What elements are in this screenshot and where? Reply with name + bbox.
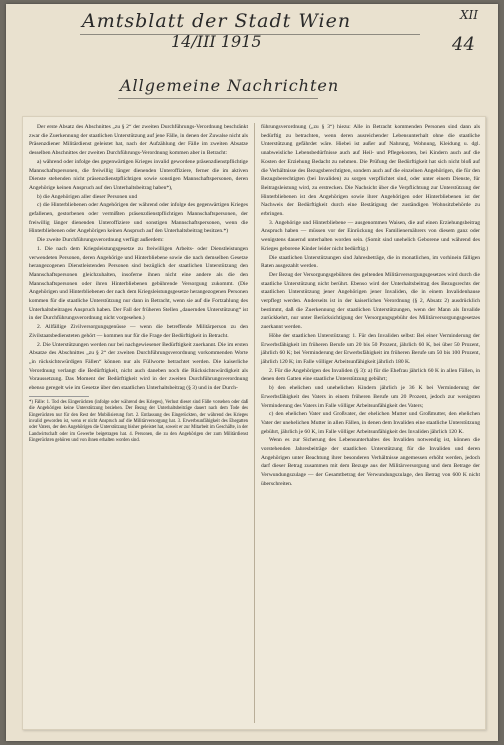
paragraph: Der Bezug der Versorgungsgebühren des geltenden Militärversorgungsgesetzes wird durch die staatliche Unterstützung nicht berührt. Ebenso wird der Unterhaltsbeitrag des Bezugsrechts der staatlichen Unterstützung jener Angehörigen jener Invaliden, die in einem Invalidenhause verpflegt werden. Anderseits ist in der kaiserlichen Verordnung (§ 2, Absatz 2) ausdrücklich bestimmt, daß die Zuerkennung der staatlichen Unterstützungen, wenn der Mann als Invalide zurückkehrt, nur unter Berücksichtigung der Versorgungsgebühr des Militärversorgungsgesetzes zuerkannt werden. [261, 271, 480, 331]
topic-underline [118, 98, 318, 99]
paragraph: führungsverordnung („zu § 3“) hiezu: Alle in Betracht kommenden Personen sind dann als bedürftig zu betrachten, wenn deren ausreichender Lebensunterhalt ohne die staatliche Unterstützung gefährdet wäre. Hiebei ist außer auf Nahrung, Wohnung, Kleidung u. dgl. unabweisliche Lebensbedürfnisse auch auf Heil- und Pflegekosten, bei Kindern auch auf die Kosten der Erziehung Bedacht zu nehmen. Die Prüfung der Bedürftigkeit hat sich nicht bloß auf die Verhältnisse des Bezugsberechtigten, sondern auch auf die einzelnen Angehörigen, die für den Bezugsberechtigten (bei Invaliden) zu sorgen verpflichtet sind, oder unter einem Dienste, für Beitragsleistung wird, zu erstrecken. Die Nachsicht über die Verpflichtung zur Unterstützung der Hinterbliebenen ist den Angehörigen sowie ihrer Angehörigen oder Hinterbliebenen ist der Nachweis der Bedürftigkeit durch eine Bestätigung der zuständigen Wohnsitzbehörde zu erbringen. [261, 124, 480, 218]
column-divider [254, 123, 255, 723]
article-right-column [261, 123, 480, 489]
newspaper-clipping [22, 116, 486, 730]
paragraph: Höhe der staatlichen Unterstützung: 1. Für den Invaliden selbst: Bei einer Verminderung der Erwerbsfähigkeit im früheren Berufe um 20 bis 50 Prozent, jährlich 60 K, bei über 50 Prozent, jährlich 60 K; bei Verminderung der Erwerbsfähigkeit im früheren Berufe um 50 bis 100 Prozent, jährlich 120 K; im Falle völliger Arbeitsunfähigkeit jährlich 180 K. [261, 332, 480, 365]
paragraph: c) den ehelichen Vater und Großvater, der ehelichen Mutter und Großmutter, den ehelichen Vater der unehelichen Mutter in allen Fällen, in denen dem Invaliden eine staatliche Unterstützung gebührt, jährlich je 60 K, im Falle völliger Arbeitsunfähigkeit des Invaliden jährlich 120 K. [261, 411, 480, 435]
paragraph: b) den ehelichen und unehelichen Kindern jährlich je 36 K bei Verminderung der Erwerbsfähigkeit des Vaters in einem früheren Berufe um 20 Prozent, jedoch zur wenigsten Verminderung des Vaters im Falle völliger Arbeitsunfähigkeit des Vaters; [261, 385, 480, 409]
footnote-separator [29, 396, 89, 397]
paragraph: c) die Hinterbliebenen oder Angehörigen der während oder infolge des gegenwärtigen Krieges gefallenen, gestorbenen oder vermißten präsenzdienstpflichtigen Mannschaftspersonen, der freiwillig länger dienenden Unteroffiziere und sonstigen Mannschaftspersonen, wenn die Hinterbliebenen oder Angehörigen keinen Anspruch auf den Unterhaltsbeitrag besitzen.*) [29, 202, 248, 235]
footnote: *) Fälle: 1. Tod des Eingerückten (infolge oder während des Krieges), Verlust dieser sind Fälle vorsehen oder daß die Angehörigen keine Unterstützung beziehen. Der Bezug der Unterhaltsbeiträge dauert nach dem Tode des Eingerückten nur für den Rest der Mobilisierung fort. 2. Entlassung des Eingerückten, der während des Krieges invalid geworden ist, wenn er nicht Anspruch auf die Militärversorgung hat. 3. Erwerbsunfähigkeit des Ehegatten oder Vaters, der den Angehörigen die Unterstützung bisher geleistet hat, soweit er zur Mitarbeit im Geschäfte, in der Landwirtschaft oder im Gewerbe beigetragen hat. 4. Personen, die zu den Angehörigen der zum Militärdienst Eingerückten gehören und von ihnen erhalten worden sind. [29, 399, 248, 444]
paragraph: 2. Für die Angehörigen des Invaliden (§ 3): a) für die Ehefrau jährlich 60 K in allen Fällen, in denen dem Gatten eine staatliche Unterstützung gebührt; [261, 367, 480, 383]
paragraph: a) während oder infolge des gegenwärtigen Krieges invalid gewordene präsenzdienstpflichtige Mannschaftspersonen, die freiwillig länger dienenden Unteroffiziere, ferner die im aktiven Dienste stehenden nicht präsenzdienstpflichtigen sowie sonstigen Mannschaftspersonen, deren Angehörige keinen Anspruch auf den Unterhaltsbeitrag haben*), [29, 158, 248, 191]
handwritten-source-title: Amtsblatt der Stadt Wien [82, 10, 352, 32]
paragraph: Wenn es zur Sicherung des Lebensunterhaltes des Invaliden notwendig ist, können die vorstehenden Jahresbeiträge der staatlichen Unterstützung für die Invaliden und deren Angehörigen unter Beachtung ihrer besonderen Verhältnisse angemessen erhöht werden, jedoch darf dieser Betrag zusammen mit dem Bezuge aus der Militärversorgung und dem Betrage der Verwundungszulage — der Gesamtbetrag der Verwundungszulage, den Betrag von 600 K nicht überschreiten. [261, 437, 480, 487]
paragraph: b) die Angehörigen aller dieser Personen und [37, 193, 138, 200]
paragraph: Die zweite Durchführungsverordnung verfügt außerdem: [37, 237, 164, 244]
paragraph: 2. Allfällige Zivilversorgungsgenüsse — wenn die betreffende Militärperson zu den Zivilstaatsbediensteten gehört — kommen nur für die Frage der Bedürftigkeit in Betracht. [29, 324, 248, 339]
handwritten-volume-number: XII [460, 8, 479, 22]
article-left-column [29, 123, 248, 445]
paragraph: Die staatlichen Unterstützungen sind Jahresbeträge, die in monatlichen, im vorhinein fälligen Raten ausgezahlt werden. [261, 254, 480, 270]
handwritten-date: 14/III 1915 [171, 32, 262, 51]
handwritten-folio-number: 44 [452, 34, 475, 55]
paragraph: 1. Die nach dem Kriegsleistungsgesetze zu freiwilligen Arbeits- oder Dienstleistungen verwendeten Personen, deren Angehörige und Hinterbliebene sowie die nach demselben Gesetze herangezogenen Dienstleistenden Personen sind bezüglich der staatlichen Unterstützung den Mannschaftspersonen gleichzuhalten, insoferne ihnen nicht eine andere als die den Mannschaftspersonen oder ihren Hinterbliebenen gebührende Versorgung zukommt. (Die Angehörigen und Hinterbliebenen der nach dem Kriegsleistungsgesetze herangezogenen Personen kommen für die staatliche Unterstützung nur dann in Betracht, wenn sie auf die Fortzahlung des Unterhaltsbeitrages Anspruch haben. Der Fall der früheren Stellen „dauernden Unterstützung“ ist in der Durchführungsverordnung nicht vorgesehen.) [29, 245, 248, 322]
handwritten-topic-heading: Allgemeine Nachrichten [120, 76, 340, 95]
paragraph: 2. Die Unterstützungen werden nur bei nachgewiesener Bedürftigkeit zuerkannt. Die im ersten Absatze des Abschnittes „zu § 2“ der zweiten Durchführungsverordnung vorkommenden Worte „in rücksichtswürdigen Fällen“ können nur als Füllworte betrachtet werden. Die kaiserliche Verordnung verlangt die Bedürftigkeit, nicht auch daneben noch die Rücksichtswürdigkeit als Voraussetzung. Das Moment der Bedürftigkeit wird in der zweiten Durchführungsverordnung ebenso geregelt wie im Gesetze über den staatlichen Unterhaltsbeitrag (§ 3) und in der Durch- [29, 341, 248, 392]
archive-page [6, 4, 498, 741]
paragraph: Der erste Absatz des Abschnittes „zu § 2“ der zweiten Durchführungs-Verordnung beschränkt zwar die Zuerkennung der staatlichen Unterstützung auf jene Fälle, in denen der Zuwalse nicht als Präsenzdiener Militärdienst geleistet hat, nach der Aufzählung der Fälle im zweiten Absatze desselben Abschnittes der zweiten Durchführungs-Verordnung kommen aber in Betracht: [29, 124, 248, 157]
paragraph: 3. Angehörige und Hinterbliebene — ausgenommen Waisen, die auf einen Erziehungsbeitrag Anspruch haben — müssen vor der Einrückung des Familienernährers von diesem ganz oder wenigstens dauernd unterhalten worden sein. (Somit sind unehelich Geborene und während des Krieges geborene Kinder leider nicht bedürftig.) [261, 219, 480, 252]
